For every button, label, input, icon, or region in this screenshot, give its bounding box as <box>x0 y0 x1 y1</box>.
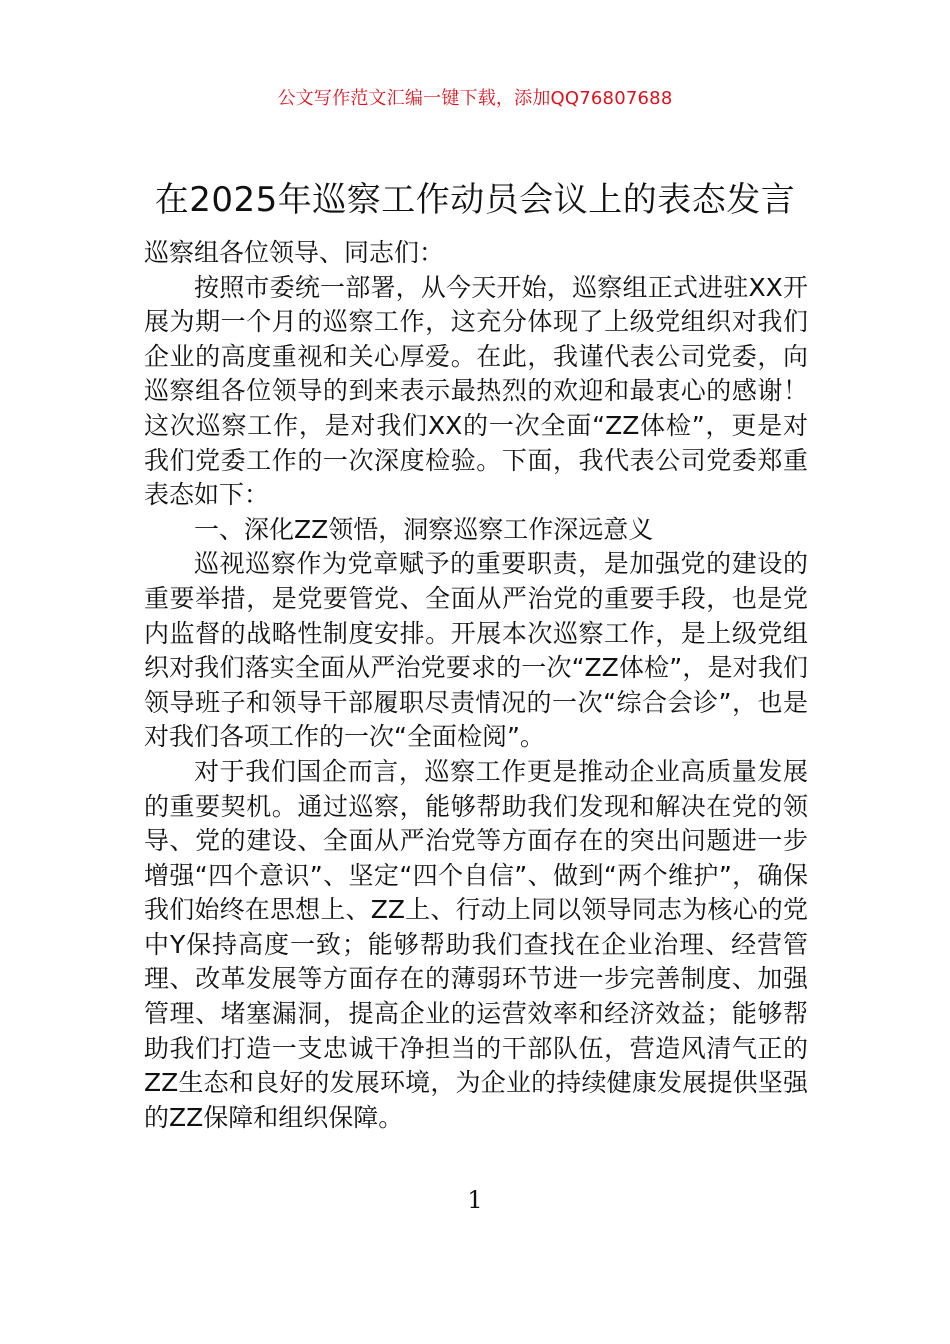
salutation: 巡察组各位领导、同志们： <box>144 238 445 267</box>
section-heading-1: 一、深化ZZ领悟，洞察巡察工作深远意义 <box>194 514 654 544</box>
download-notice: 公文写作范文汇编一键下载，添加QQ76807688 <box>277 88 673 109</box>
page-title: 在2025年巡察工作动员会议上的表态发言 <box>154 180 796 220</box>
paragraph-opportunity: 对于我们国企而言，巡察工作更是推动企业高质量发展的重要契机。通过巡察，能够帮助我们发现和解决在党的领导、党的建设、全面从严治党等方面存在的突出问题进一步增强“四个意识”、坚定“四个自信”、做到“两个维护”，确保我们始终在思想上、ZZ上、行动上同以领导同志为核心的党中Y保持高度一致；能够帮助我们查找在企业治理、经营管理、改革发展等方面存在的薄弱环节进一步完善制度、加强管理、堵塞漏洞，提高企业的运营效率和经济效益；能够帮助我们打造一支忠诚干净担当的干部队伍，营造风清气正的ZZ生态和良好的发展环境，为企业的持续健康发展提供坚强的ZZ保障和组织保障。 <box>144 756 808 1132</box>
document-body <box>144 236 808 1135</box>
paragraph-intro: 按照市委统一部署，从今天开始，巡察组正式进驻XX开展为期一个月的巡察工作，这充分体现了上级党组织对我们企业的高度重视和关心厚爱。在此，我谨代表公司党委，向巡察组各位领导的到来表示最热烈的欢迎和最衷心的感谢！这次巡察工作，是对我们XX的一次全面“ZZ体检”，更是对我们党委工作的一次深度检验。下面，我代表公司党委郑重表态如下： <box>144 272 808 510</box>
page-number: 1 <box>467 1186 483 1214</box>
paragraph-significance: 巡视巡察作为党章赋予的重要职责，是加强党的建设的重要举措，是党要管党、全面从严治党的重要手段，也是党内监督的战略性制度安排。开展本次巡察工作，是上级党组织对我们落实全面从严治党要求的一次“ZZ体检”，是对我们领导班子和领导干部履职尽责情况的一次“综合会诊”，也是对我们各项工作的一次“全面检阅”。 <box>144 549 808 752</box>
